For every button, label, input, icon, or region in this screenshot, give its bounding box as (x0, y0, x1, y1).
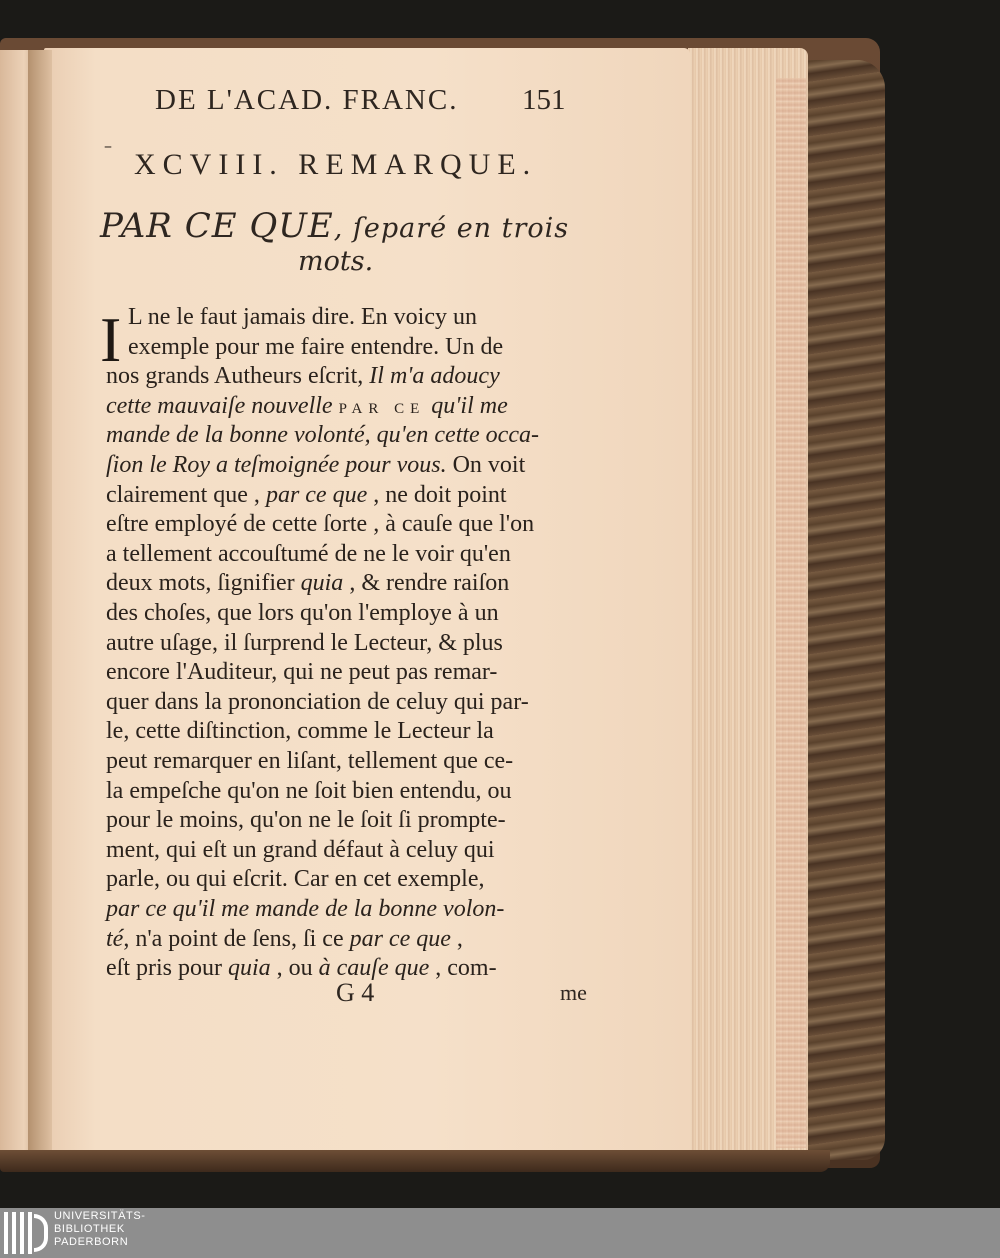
body-text-run: pour le moins, qu'on ne le ſoit ſi prompte- (106, 807, 506, 834)
body-line (128, 332, 503, 362)
library-name-line-3: PADERBORN (54, 1236, 129, 1248)
body-line (106, 746, 513, 776)
body-text-run: la empeſche qu'on ne ſoit bien entendu, ou (106, 777, 512, 804)
cover-bottom-board (0, 1150, 830, 1172)
body-line (106, 894, 504, 924)
body-line (106, 361, 500, 391)
body-text-run: nos grands Autheurs eſcrit, (106, 363, 370, 390)
body-text-run: parle, ou qui eſcrit. Car en cet exemple, (106, 866, 485, 893)
body-line (106, 568, 509, 598)
dash-mark: – (104, 136, 112, 155)
italic-text-run: quia (300, 570, 344, 597)
body-line (106, 924, 463, 954)
body-line (106, 864, 485, 894)
body-text-run: , n'a point de ſens, ſi ce (123, 925, 350, 952)
body-text-run: , ou (270, 955, 319, 982)
body-line (106, 450, 525, 480)
footer-bar (0, 1208, 1000, 1258)
body-line (106, 687, 529, 717)
body-text-run: eſt pris pour (106, 955, 228, 982)
body-text-run: quer dans la prononciation de celuy qui par- (106, 688, 529, 715)
body-line (106, 835, 495, 865)
small-caps-text-run: PAR CE (338, 400, 426, 417)
body-line (106, 628, 503, 658)
body-line (106, 776, 512, 806)
signature-mark: G 4 (336, 978, 375, 1007)
italic-text-run: à cauſe que (318, 955, 430, 982)
body-text-run: eſtre employé de cette ſorte , à cauſe que l'on (106, 511, 535, 538)
italic-text-run: par ce qu'il me mande de la bonne volon- (106, 896, 505, 922)
library-name-line-2: BIBLIOTHEK (54, 1223, 125, 1235)
body-text-run: , ne doit point (367, 481, 507, 508)
running-head: DE L'ACAD. FRANC. (155, 84, 459, 116)
body-text-run: , com- (429, 955, 497, 982)
italic-text-run: cette mauvaiſe nouvelle (106, 392, 339, 419)
body-text-run: exemple pour me faire entendre. Un de (128, 333, 504, 360)
body-text-run: clairement que , (106, 481, 266, 508)
body-text-run: On voit (446, 452, 526, 478)
drop-cap: I (100, 304, 122, 375)
body-line (106, 598, 499, 628)
body-text-run: peut remarquer en liſant, tellement que ce- (106, 748, 514, 774)
entry-title (100, 206, 569, 246)
catchword: me (560, 980, 587, 1005)
entry-title-gloss: , ſeparé en trois (333, 213, 570, 244)
italic-text-run: par ce que (349, 925, 451, 952)
body-text-run: a tellement accouſtumé de ne le voir qu'en (106, 540, 511, 567)
italic-text-run: par ce que (265, 481, 368, 508)
body-line (106, 539, 511, 569)
body-text-run: , & rendre raiſon (343, 570, 510, 597)
body-line (106, 805, 506, 835)
body-text-run: autre uſage, il ſurprend le Lecteur, & plus (106, 629, 503, 656)
italic-text-run: quia (227, 955, 271, 982)
body-text-run: deux mots, ſignifier (106, 570, 301, 597)
book-gutter (28, 50, 52, 1160)
body-text-run: encore l'Auditeur, qui ne peut pas remar- (106, 659, 498, 686)
page-number: 151 (522, 84, 566, 116)
body-text-run: ment, qui eſt un grand défaut à celuy qui (106, 836, 495, 863)
italic-text-run: ſion le Roy a teſmoignée pour vous. (106, 452, 447, 478)
library-name (54, 1210, 146, 1249)
section-heading: XCVIII. REMARQUE. (134, 148, 538, 181)
italic-text-run: té (106, 925, 124, 952)
italic-text-run: Il m'a adoucy (369, 363, 500, 390)
body-line (106, 391, 508, 424)
body-text-run: des choſes, que lors qu'on l'employe à un (106, 600, 499, 626)
entry-title-main: PAR CE QUE (100, 206, 334, 246)
body-line (106, 420, 539, 450)
body-line (106, 716, 494, 746)
body-line (106, 953, 497, 983)
entry-title-continuation: mots. (298, 246, 374, 277)
body-line (128, 302, 477, 332)
body-text-run: L ne le faut jamais dire. En voicy un (128, 304, 477, 330)
body-text-run: , (450, 925, 463, 952)
italic-text-run: mande de la bonne volonté, qu'en cette occa- (106, 422, 539, 449)
body-line (106, 509, 534, 539)
italic-text-run: qu'il me (425, 392, 508, 419)
body-line (106, 480, 507, 510)
library-name-line-1: UNIVERSITÄTS- (54, 1210, 146, 1222)
page-edges (688, 48, 808, 1163)
body-text-run: le, cette diſtinction, comme le Lecteur la (106, 718, 494, 745)
body-line (106, 657, 497, 687)
library-logo-icon (0, 1208, 48, 1258)
